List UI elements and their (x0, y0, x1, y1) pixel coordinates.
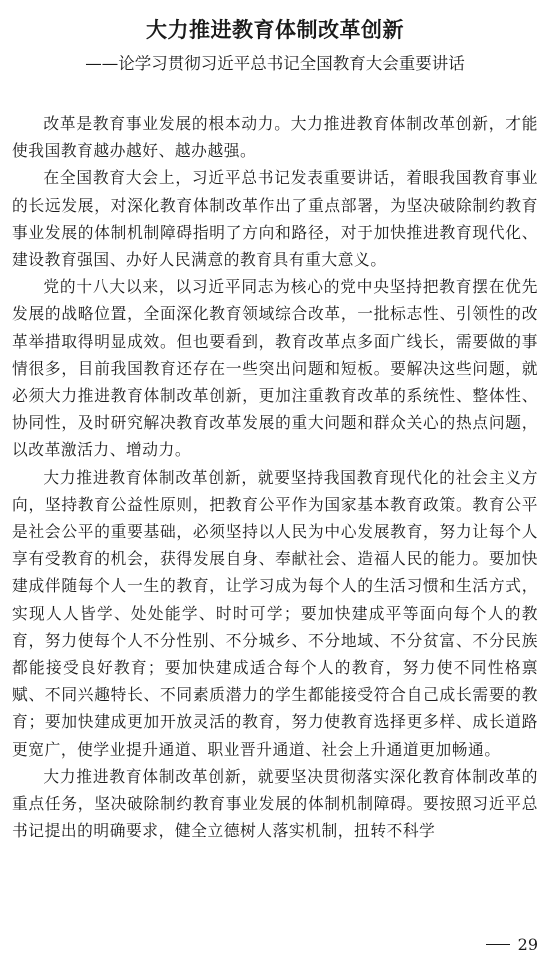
article-body (12, 110, 538, 844)
article-subtitle: ——论学习贯彻习近平总书记全国教育大会重要讲话 (85, 54, 465, 73)
article-title: 大力推进教育体制改革创新 (146, 18, 404, 42)
page-number-dash (486, 944, 510, 945)
paragraph: 在全国教育大会上，习近平总书记发表重要讲话，着眼我国教育事业的长远发展，对深化教育体制改革作出了重点部署，为坚决破除制约教育事业发展的体制机制障碍指明了方向和路径，对于加快推进教育现代化、建设教育强国、办好人民满意的教育具有重大意义。 (12, 168, 538, 270)
paragraph: 大力推进教育体制改革创新，就要坚决贯彻落实深化教育体制改革的重点任务，坚决破除制约教育事业发展的体制机制障碍。要按照习近平总书记提出的明确要求，健全立德树人落实机制，扭转不科学 (12, 766, 538, 841)
paragraph: 改革是教育事业发展的根本动力。大力推进教育体制改革创新，才能使我国教育越办越好、越办越强。 (12, 114, 538, 161)
page-number (486, 935, 538, 954)
page-number-value: 29 (517, 935, 538, 954)
paragraph: 党的十八大以来，以习近平同志为核心的党中央坚持把教育摆在优先发展的战略位置，全面深化教育领域综合改革，一批标志性、引领性的改革举措取得明显成效。但也要看到，教育改革点多面广线长，需要做的事情很多，目前我国教育还存在一些突出问题和短板。要解决这些问题，就必须大力推进教育体制改革创新，更加注重教育改革的系统性、整体性、协同性，及时研究解决教育改革发展的重大问题和群众关心的热点问题，以改革激活力、增动力。 (12, 277, 538, 460)
paragraph: 大力推进教育体制改革创新，就要坚持我国教育现代化的社会主义方向，坚持教育公益性原则，把教育公平作为国家基本教育政策。教育公平是社会公平的重要基础，必须坚持以人民为中心发展教育，努力让每个人享有受教育的机会，获得发展自身、奉献社会、造福人民的能力。要加快建成伴随每个人一生的教育，让学习成为每个人的生活习惯和生活方式，实现人人皆学、处处能学、时时可学；要加快建成平等面向每个人的教育，努力使每个人不分性别、不分城乡、不分地域、不分贫富、不分民族都能接受良好教育；要加快建成适合每个人的教育，努力使不同性格禀赋、不同兴趣特长、不同素质潜力的学生都能接受符合自己成长需要的教育；要加快建成更加开放灵活的教育，努力使教育选择更多样、成长道路更宽广，使学业提升通道、职业晋升通道、社会上升通道更加畅通。 (12, 467, 538, 759)
